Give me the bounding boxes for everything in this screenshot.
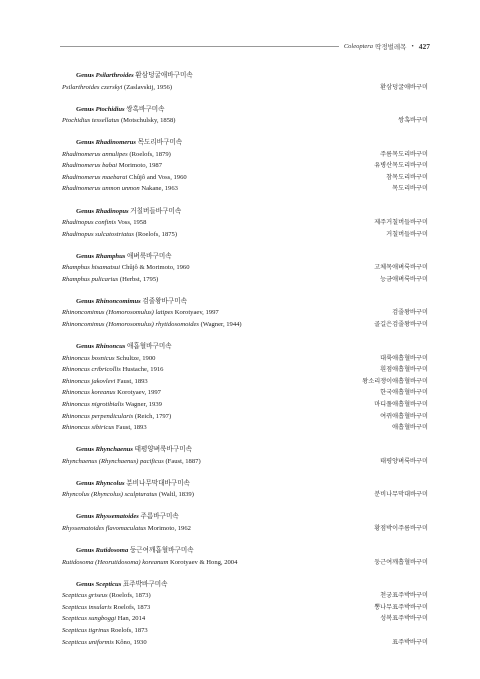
species-entry xyxy=(62,319,242,331)
genus-block xyxy=(62,251,428,286)
checklist-body xyxy=(62,70,428,659)
species-author: (Roelofs, 1879) xyxy=(129,150,171,158)
genus-heading xyxy=(62,511,428,523)
genus-heading xyxy=(62,296,428,308)
species-name: Rhyncolus (Rhyncolus) sculpturatus xyxy=(62,491,158,499)
species-author: (Zaslavskij, 1956) xyxy=(124,83,173,91)
species-entry xyxy=(62,602,150,614)
species-row xyxy=(62,172,428,184)
species-row xyxy=(62,399,428,411)
genus-block xyxy=(62,296,428,331)
species-author: Wagner, 1939 xyxy=(125,401,162,408)
genus-name: Rhinoncus xyxy=(95,343,126,351)
species-entry xyxy=(62,364,163,376)
species-korean-name: 둥근여깨흡혈바구미 xyxy=(374,558,428,566)
species-entry xyxy=(62,637,147,649)
species-name: Rhadinopus sulcatostriatus xyxy=(62,230,134,238)
species-korean-name: 한국애흡혈바구미 xyxy=(380,389,428,397)
species-entry xyxy=(62,523,191,535)
species-author: (Reich, 1797) xyxy=(134,412,172,420)
genus-name: Rhadinomerus xyxy=(95,139,136,147)
species-entry xyxy=(62,353,155,365)
species-row xyxy=(62,274,428,286)
species-name: Rhadinomerus annulipes xyxy=(62,150,128,158)
species-row xyxy=(62,489,428,501)
genus-heading xyxy=(62,104,428,116)
species-author: Kôno, 1930 xyxy=(115,638,147,646)
species-name: Rhinoncus cribricollis xyxy=(62,366,121,374)
species-author: (Roelofs, 1873) xyxy=(109,592,151,600)
species-korean-name: 고체목애벼룩바구미 xyxy=(374,264,428,272)
genus-korean-name: 쌍혹바구미속 xyxy=(126,105,165,113)
species-author: Schultze, 1900 xyxy=(116,354,156,362)
genus-block xyxy=(62,104,428,127)
page-number: 427 xyxy=(418,41,430,51)
species-name: Rhamphus hisamatsui xyxy=(62,264,121,272)
species-row xyxy=(62,602,428,614)
species-row xyxy=(62,183,428,195)
species-author: Faust, 1893 xyxy=(115,424,147,432)
species-name: Scepticus tigrinus xyxy=(62,626,110,634)
species-korean-name: 거칠버들바구미 xyxy=(386,230,428,238)
species-korean-name: 검줄왕바구미 xyxy=(392,309,428,317)
genus-name: Scepticus xyxy=(95,580,122,588)
species-entry xyxy=(62,115,176,127)
species-name: Ptochidius tessellatus xyxy=(62,117,120,125)
genus-block xyxy=(62,579,428,648)
genus-heading xyxy=(62,137,428,149)
species-korean-name: 뽕나무표주박바구미 xyxy=(374,603,428,611)
species-author: (Faust, 1887) xyxy=(165,457,201,465)
species-row xyxy=(62,353,428,365)
species-entry xyxy=(62,489,194,501)
genus-heading xyxy=(62,478,428,490)
genus-name: Rhyncolus xyxy=(95,479,125,487)
species-name: Scepticus insularis xyxy=(62,603,112,611)
genus-name: Ptochidius xyxy=(95,105,125,113)
species-entry xyxy=(62,557,237,569)
species-entry xyxy=(62,625,148,637)
header-title-korean: 딱정벌레목 xyxy=(375,43,407,51)
species-korean-name: 태평양벼룩바구미 xyxy=(380,457,428,465)
species-row xyxy=(62,625,428,637)
genus-heading xyxy=(62,206,428,218)
genus-korean-name: 환삼덩굴애바구미속 xyxy=(135,72,193,79)
species-row xyxy=(62,376,428,388)
genus-name: Psilarthroides xyxy=(95,72,134,79)
genus-korean-name: 애벼룩바구미속 xyxy=(126,252,172,260)
genus-korean-name: 목도리바구미속 xyxy=(137,139,183,147)
species-korean-name: 마디풀애흡혈바구미 xyxy=(374,401,428,408)
species-row xyxy=(62,319,428,331)
genus-heading xyxy=(62,70,428,82)
species-row xyxy=(62,637,428,649)
species-korean-name: 애흡혈바구미 xyxy=(392,424,428,432)
genus-label: Genus xyxy=(76,207,94,215)
species-korean-name: 천궁표주박바구미 xyxy=(380,592,428,600)
species-entry xyxy=(62,399,162,411)
genus-label: Genus xyxy=(76,105,94,113)
genus-block xyxy=(62,206,428,241)
species-name: Psilarthroides czerskyi xyxy=(62,83,123,91)
species-entry xyxy=(62,262,190,274)
genus-name: Rhynchaenus xyxy=(95,446,134,454)
species-korean-name: 참목도리바구미 xyxy=(386,173,428,181)
species-row xyxy=(62,82,428,94)
species-name: Scepticus sungboggi xyxy=(62,615,117,623)
genus-label: Genus xyxy=(76,139,94,147)
species-entry xyxy=(62,387,161,399)
species-korean-name: 주름목도리바구미 xyxy=(380,150,428,158)
species-korean-name: 골길은검줄왕바구미 xyxy=(374,321,428,329)
species-name: Scepticus uniformis xyxy=(62,638,114,646)
genus-label: Genus xyxy=(76,580,94,588)
species-row xyxy=(62,387,428,399)
genus-korean-name: 거칠버들바구미속 xyxy=(130,207,182,215)
species-korean-name: 여뀌애흡혈바구미 xyxy=(380,412,428,420)
species-author: Chûjô & Morimoto, 1960 xyxy=(121,264,190,272)
genus-name: Rhyssematoides xyxy=(95,513,139,521)
species-korean-name: 황점박이주름바구미 xyxy=(374,524,428,532)
genus-block xyxy=(62,545,428,568)
genus-heading xyxy=(62,579,428,591)
genus-block xyxy=(62,70,428,93)
species-row xyxy=(62,456,428,468)
species-entry xyxy=(62,82,172,94)
genus-label: Genus xyxy=(76,343,94,351)
species-row xyxy=(62,115,428,127)
genus-korean-name: 분비나무막대바구미속 xyxy=(126,479,190,487)
species-name: Rutidosoma (Heorutidosoma) koreanum xyxy=(62,558,169,566)
species-name: Scepticus griseus xyxy=(62,592,108,600)
species-author: (Waltl, 1839) xyxy=(158,491,194,499)
species-entry xyxy=(62,613,145,625)
page-header xyxy=(60,40,430,52)
header-bullet: • xyxy=(411,42,414,50)
species-korean-name: 제주거칠버들바구미 xyxy=(374,219,428,227)
species-name: Rhinoncus perpendicularis xyxy=(62,412,134,420)
species-entry xyxy=(62,422,147,434)
species-korean-name: 표주박바구미 xyxy=(392,638,428,646)
species-author: Roelofs, 1873 xyxy=(113,603,151,611)
species-author: Voss, 1958 xyxy=(117,219,147,227)
species-korean-name: 능금애벼룩바구미 xyxy=(380,275,428,283)
genus-name: Rhadinopus xyxy=(95,207,129,215)
genus-label: Genus xyxy=(76,446,94,454)
species-name: Rhinoncomimus (Homorosomulus) latipes xyxy=(62,309,174,317)
species-author: Roelofs, 1873 xyxy=(110,626,148,634)
species-name: Rhadinomerus babai xyxy=(62,162,118,170)
genus-korean-name: 태평양벼룩바구미속 xyxy=(134,446,192,454)
genus-label: Genus xyxy=(76,479,94,487)
species-row xyxy=(62,229,428,241)
genus-heading xyxy=(62,251,428,263)
species-name: Rhinoncomimus (Homorosomulus) rhytidosomoides xyxy=(62,321,200,329)
header-rule xyxy=(60,46,339,47)
species-author: (Herbst, 1795) xyxy=(119,275,159,283)
species-name: Rhinoncus bosnicus xyxy=(62,354,115,362)
species-row xyxy=(62,149,428,161)
genus-block xyxy=(62,478,428,501)
genus-block xyxy=(62,444,428,467)
species-row xyxy=(62,422,428,434)
species-entry xyxy=(62,217,146,229)
species-korean-name: 유병산목도리바구미 xyxy=(374,162,428,170)
species-author: Chûjô and Voss, 1960 xyxy=(129,173,187,181)
species-korean-name: 성복표주박바구미 xyxy=(380,615,428,623)
species-author: Faust, 1893 xyxy=(116,377,148,385)
genus-korean-name: 애흡혈바구미속 xyxy=(126,343,172,351)
species-name: Rhinoncus sibiricus xyxy=(62,424,115,432)
species-entry xyxy=(62,172,187,184)
species-author: Morimoto, 1987 xyxy=(118,162,163,170)
species-row xyxy=(62,590,428,602)
genus-block xyxy=(62,137,428,195)
genus-heading xyxy=(62,341,428,353)
species-name: Rhinoncus koreanus xyxy=(62,389,116,397)
species-name: Rhadinomerus maebarai xyxy=(62,173,128,181)
species-author: Nakane, 1963 xyxy=(141,185,178,193)
genus-korean-name: 둥근여깨흡혈바구미속 xyxy=(129,547,194,555)
species-author: Morimoto, 1962 xyxy=(147,524,191,532)
genus-korean-name: 검줄왕바구미속 xyxy=(142,297,187,305)
species-row xyxy=(62,307,428,319)
species-row xyxy=(62,217,428,229)
species-entry xyxy=(62,411,171,423)
genus-name: Rhinoncomimus xyxy=(95,297,141,305)
species-entry xyxy=(62,456,201,468)
species-name: Rhamphus pulicarius xyxy=(62,275,119,283)
genus-name: Rutidosoma xyxy=(95,547,129,555)
species-entry xyxy=(62,183,178,195)
species-author: Korotyaev, 1997 xyxy=(117,389,161,397)
species-name: Rhyssematoides flavomaculatus xyxy=(62,524,147,532)
species-korean-name: 분비나무막대바구미 xyxy=(374,491,428,499)
genus-label: Genus xyxy=(76,252,94,260)
genus-label: Genus xyxy=(76,513,94,521)
species-name: Rhadinomerus unmon unmon xyxy=(62,185,140,193)
species-name: Rhynchaenus (Rhynchaenus) pacificus xyxy=(62,457,164,465)
genus-korean-name: 표주박바구미속 xyxy=(122,580,168,588)
species-entry xyxy=(62,229,177,241)
species-entry xyxy=(62,376,148,388)
species-korean-name: 환삼덩굴애바구미 xyxy=(380,83,428,91)
species-name: Rhinoncus nigrotibialis xyxy=(62,401,124,408)
genus-block xyxy=(62,341,428,434)
species-korean-name: 왕소리쟁이애흡혈바구미 xyxy=(362,377,428,385)
genus-name: Rhamphus xyxy=(95,252,126,260)
genus-korean-name: 주름바구미속 xyxy=(140,513,179,521)
species-author: (Motschulsky, 1858) xyxy=(120,117,176,125)
species-author: Korotyaev, 1997 xyxy=(174,309,219,317)
species-entry xyxy=(62,149,171,161)
species-entry xyxy=(62,590,151,602)
header-title: Coleoptera xyxy=(343,42,374,50)
species-name: Rhadinopus confinis xyxy=(62,219,117,227)
species-korean-name: 대륙애흡혈바구미 xyxy=(380,354,428,362)
species-author: Han, 2014 xyxy=(117,615,146,623)
species-korean-name: 목도리바구미 xyxy=(392,185,428,193)
genus-heading xyxy=(62,545,428,557)
species-row xyxy=(62,411,428,423)
species-author: (Wagner, 1944) xyxy=(200,321,242,329)
genus-label: Genus xyxy=(76,72,94,79)
genus-block xyxy=(62,511,428,534)
species-author: Korotyaev & Hong, 2004 xyxy=(170,558,238,566)
species-row xyxy=(62,364,428,376)
species-row xyxy=(62,262,428,274)
species-korean-name: 흰점애흡혈바구미 xyxy=(380,366,428,374)
species-row xyxy=(62,557,428,569)
species-row xyxy=(62,523,428,535)
species-entry xyxy=(62,307,219,319)
species-entry xyxy=(62,160,162,172)
species-author: (Roelofs, 1875) xyxy=(135,230,178,238)
species-row xyxy=(62,160,428,172)
species-row xyxy=(62,613,428,625)
genus-label: Genus xyxy=(76,547,94,555)
genus-label: Genus xyxy=(76,297,94,305)
genus-heading xyxy=(62,444,428,456)
species-entry xyxy=(62,274,158,286)
species-author: Hustache, 1916 xyxy=(122,366,164,374)
species-name: Rhinoncus jakovlevi xyxy=(62,377,116,385)
species-korean-name: 쌍혹바구미 xyxy=(398,117,428,125)
